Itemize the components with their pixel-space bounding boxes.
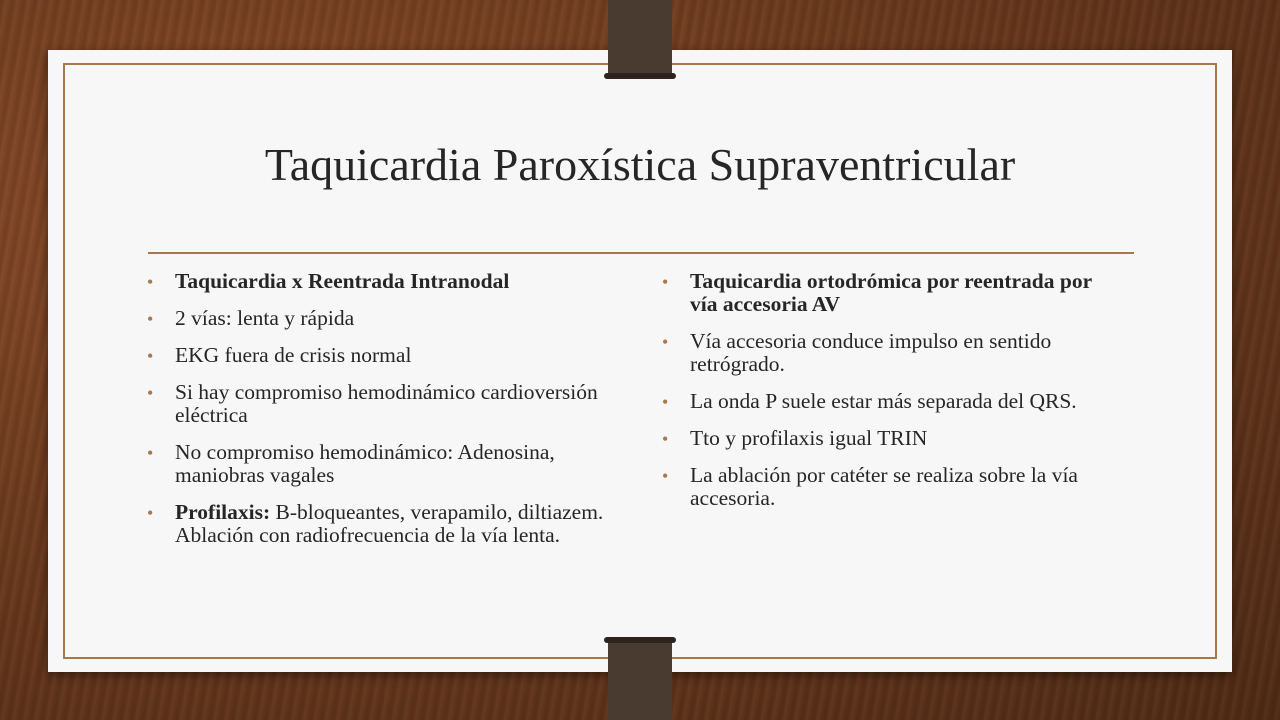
list-item: [660, 427, 1120, 450]
item-text: 2 vías: lenta y rápida: [175, 306, 355, 330]
list-item: [660, 330, 1120, 376]
list-item: [145, 501, 615, 547]
right-bullet-list: [660, 270, 1120, 510]
list-item: [660, 270, 1120, 316]
item-text: Si hay compromiso hemodinámico cardioversión eléctrica: [175, 380, 598, 427]
item-text: B-bloqueantes, verapamilo, diltiazem. Ablación con radiofrecuencia de la vía lenta.: [175, 500, 604, 547]
item-text: No compromiso hemodinámico: Adenosina, maniobras vagales: [175, 440, 555, 487]
item-text: EKG fuera de crisis normal: [175, 343, 412, 367]
slide-title: Taquicardia Paroxística Supraventricular: [264, 139, 1016, 190]
list-item: [660, 464, 1120, 510]
item-text: Vía accesoria conduce impulso en sentido retrógrado.: [690, 329, 1052, 376]
item-bold: Taquicardia ortodrómica por reentrada por vía accesoria AV: [690, 269, 1092, 316]
item-bold: Taquicardia x Reentrada Intranodal: [175, 269, 510, 293]
list-item: [145, 441, 615, 487]
bullet-icon: •: [147, 383, 154, 403]
bullet-icon: •: [662, 429, 669, 449]
clip-bottom-end: [604, 637, 676, 643]
title-divider: [148, 252, 1134, 254]
list-item: [145, 344, 615, 367]
bullet-icon: •: [662, 466, 669, 486]
item-text: La ablación por catéter se realiza sobre la vía accesoria.: [690, 463, 1078, 510]
item-text: La onda P suele estar más separada del QRS.: [690, 389, 1077, 413]
list-item: [660, 390, 1120, 413]
list-item: [145, 270, 615, 293]
bullet-icon: •: [662, 332, 669, 352]
bullet-icon: •: [662, 392, 669, 412]
list-item: [145, 381, 615, 427]
bullet-icon: •: [147, 503, 154, 523]
clip-top-end: [604, 73, 676, 79]
bullet-icon: •: [147, 346, 154, 366]
clip-top: [608, 0, 672, 78]
left-bullet-list: [145, 270, 615, 547]
clip-bottom: [608, 640, 672, 720]
right-column: [660, 270, 1120, 524]
bullet-icon: •: [147, 272, 154, 292]
left-column: [145, 270, 615, 561]
item-bold: Profilaxis:: [175, 500, 271, 524]
bullet-icon: •: [147, 443, 154, 463]
item-text: Tto y profilaxis igual TRIN: [690, 426, 928, 450]
list-item: [145, 307, 615, 330]
bullet-icon: •: [662, 272, 669, 292]
bullet-icon: •: [147, 309, 154, 329]
